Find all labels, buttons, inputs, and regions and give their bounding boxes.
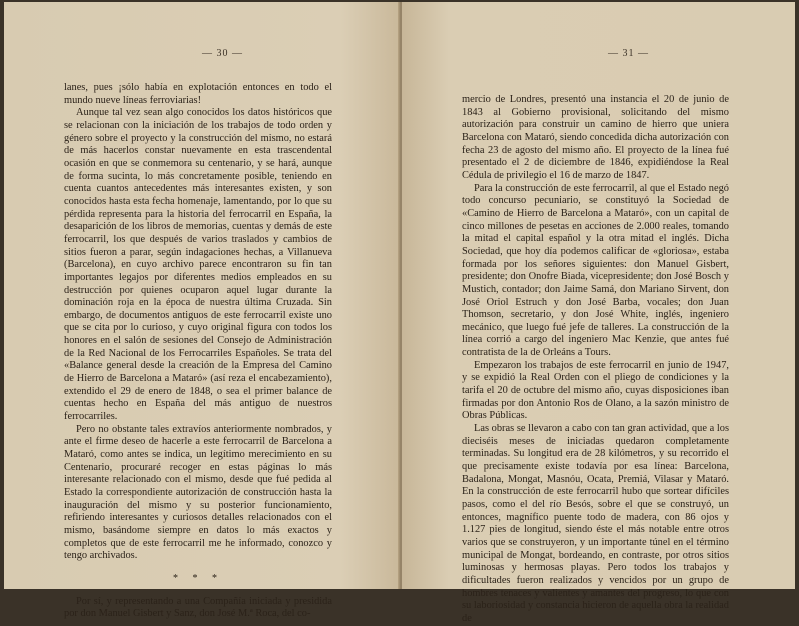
paragraph: mercio de Londres, presentó una instancia el 20 de junio de 1843 al Gobierno provisional, solicitando del mismo autorización para construir un camino de hierro que uniera Barcelona con Mataró, siendo concedida dicha autorización con fecha 23 de agosto del mismo año. El proyecto de la línea fué presentado el 2 de diciembre de 1846, expidiéndose la Real Cédula de privilegio el 16 de marzo de 1847. — [462, 94, 729, 181]
paragraph: Por sí, y representando a una Compañía iniciada y presidida por don Manuel Gisbert y Sanz, don José M.ª Roca, del co- — [64, 595, 332, 620]
book-spread — [4, 2, 795, 624]
right-page-text — [462, 94, 729, 626]
paragraph: Para la construcción de este ferrocarril, al que el Estado negó todo concurso pecuniario, se constituyó la Sociedad de «Camino de Hierro de Barcelona a Mataró», con un capital de cinco millones de pesetas en acciones de 2.000 reales, tomando la mitad el capital español y la otra mitad el inglés. Dicha Sociedad, que hoy día podemos calificar de «gloriosa», estaba formada por los señores siguientes: don Manuel Gisbert, presidente; don Onofre Biada, vicepresidente; don José Bosch y Mustich, contador; don Jaime Samá, don Mariano Sirvent, don José Oriol Estruch y don José Barba, vocales; don Juan Thomson, secretario, y don José White, inglés, ingeniero mecánico, que luego fué jefe de talleres. La construcción de la línea corrió a cargo del ingeniero Mac Kenzie, que antes fué contratista de la de Orleáns a Tours. — [462, 182, 729, 359]
paragraph: Empezaron los trabajos de este ferrocarril en junio de 1947, y se expidió la Real Orden con el pliego de condiciones y la tarifa el 20 de octubre del mismo año, cuyas disposiciones iban firmadas por don Antonio Ros de Olano, a la sazón ministro de Obras Públicas. — [462, 359, 729, 422]
paragraph: Las obras se llevaron a cabo con tan gran actividad, que a los dieciséis meses de iniciadas quedaron completamente terminadas. Su longitud era de 28 kilómetros, y su recorrido el que precisamente existe todavía por esa línea: Barcelona, Badalona, Mongat, Masnóu, Ocata, Premiá, Vilasar y Mataró. En la construcción de este ferrocarril hubo que sortear difíciles pasos, como el del río Besós, sobre el que se construyó, un entonces, magnífico puente todo de madera, con 86 ojos y 1.127 pies de longitud, siendo éste el más notable entre otros varios que se construyeron, y un importante túnel en el término municipal de Mongat, bordeando, en contraste, por otros sitios luminosas y hermosas playas. Pero todos los trabajos y dificultades fueron realizados y vencidos por un grupo de hombres tenaces y valientes y amantes del progreso, lo que con su laboriosidad y constancia hicieron de aquella obra la realidad de — [462, 423, 729, 624]
left-page-text — [64, 82, 332, 621]
section-separator: * * * — [173, 572, 223, 584]
left-page — [4, 2, 400, 620]
right-page — [402, 2, 795, 624]
page-number-left: — 30 — — [202, 48, 243, 59]
page-number-right: — 31 — — [608, 48, 649, 59]
paragraph: Pero no obstante tales extravíos anteriormente nombrados, y ante el firme deseo de hacerle a este ferrocarril de Barcelona a Mataró, como antes se indica, un legítimo merecimiento en su Centenario, procuraré recoger en estas páginas lo más interesante relacionado con el mismo, desde que fué pedida al Estado la correspondiente autorización de construcción hasta la inauguración del mismo y su posterior funcionamiento, refiriendo interesantes y curiosos detalles relacionados con el mismo, basándome siempre en datos lo más exactos y completos que de este ferrocarril me he informado, conozco y tengo archivados. — [64, 423, 332, 562]
paragraph: lanes, pues ¡sólo había en explotación entonces en todo el mundo nueve líneas ferroviarias! — [64, 82, 332, 106]
paragraph: Aunque tal vez sean algo conocidos los datos históricos que se relacionan con la iniciación de los trabajos de todo orden y género sobre el proyecto y la construcción del mismo, no estará de más hacerlos constar nuevamente en esta trascendental ocasión en que se conmemora su centenario, y se hará, aunque de forma sucinta, lo más concretamente posible, teniendo en cuenta cuantos antecedentes más interesantes existen, y son conocidos hasta esta fecha homenaje, lamentando, por lo que su pérdida representa para la historia del ferrocarril en España, la desaparición de los libros de memorias, cuentas y demás de este ferrocarril, los que después de varios traslados y cambios de sitios fueron a parar, según indagaciones hechas, a Villanueva (Barcelona), en cuyo archivo parece encontraron su fin tan importantes legajos por diferentes medios empleados en su destrucción por quienes ocuparon aquel lugar durante la dominación roja en la época de nuestra última Cruzada. Sin embargo, de documentos antiguos de este ferrocarril existe uno que se cita por lo curioso, y cuyo original figura con todos los honores en el salón de sesiones del Consejo de Administración de la Red Nacional de los Ferrocarriles Españoles. Se trata del «Balance general desde la creación de la Empresa del Camino de Hierro de Barcelona a Mataró» (así reza el encabezamiento), extendido el 29 de enero de 1848, o sea el primer balance de cuentas hecho en España del más antiguo de nuestros ferrocarriles. — [64, 107, 332, 423]
